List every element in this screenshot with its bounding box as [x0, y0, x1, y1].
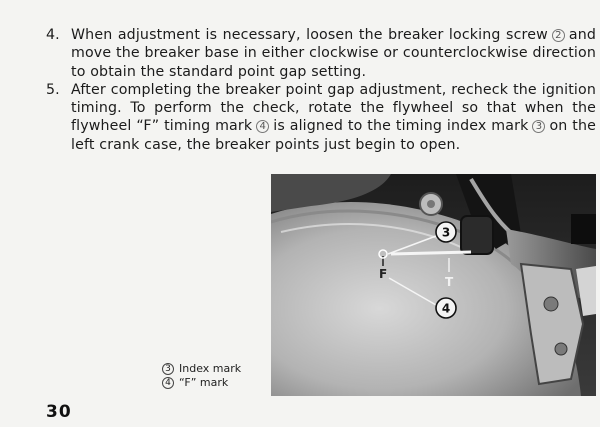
legend-item	[162, 376, 241, 390]
ref-number-badge: 4	[256, 120, 269, 133]
step-5	[44, 81, 596, 154]
legend-ref-badge: 4	[162, 377, 174, 389]
page-number: 30	[46, 402, 72, 422]
instruction-list	[44, 26, 596, 154]
legend-ref-badge: 3	[162, 363, 174, 375]
step-text: on the left crank case, the breaker points just begin to open.	[71, 118, 596, 153]
callout-3-number: 3	[441, 225, 451, 240]
legend-label: Index mark	[179, 362, 242, 375]
legend-item	[162, 362, 241, 376]
flywheel-f-mark-label: F	[379, 267, 388, 281]
step-text: After completing the breaker point gap adjustment, recheck the ignition timing. To perform the check, rotate the flywheel so that when the flywheel “F” timing mark	[71, 81, 596, 135]
step-text: and move the breaker base in either clockwise or counterclockwise direction to obtain the standard point gap setting.	[71, 27, 596, 80]
step-number: 4.	[46, 27, 60, 43]
callout-4-number: 4	[441, 301, 451, 316]
step-text: When adjustment is necessary, loosen the breaker locking screw	[71, 27, 548, 43]
flywheel-photo-illustration	[271, 174, 596, 396]
flywheel-photo	[271, 174, 596, 396]
step-number: 5.	[46, 81, 60, 98]
legend-label: “F” mark	[179, 376, 229, 389]
flywheel-t-mark: T	[445, 275, 454, 289]
timing-index-pointer	[391, 252, 471, 254]
ref-number-badge: 3	[532, 120, 545, 133]
step-text: is aligned to the timing index mark	[273, 118, 529, 135]
step-4	[44, 26, 596, 81]
figure-legend	[162, 362, 241, 390]
ref-number-badge: 2	[552, 29, 565, 42]
